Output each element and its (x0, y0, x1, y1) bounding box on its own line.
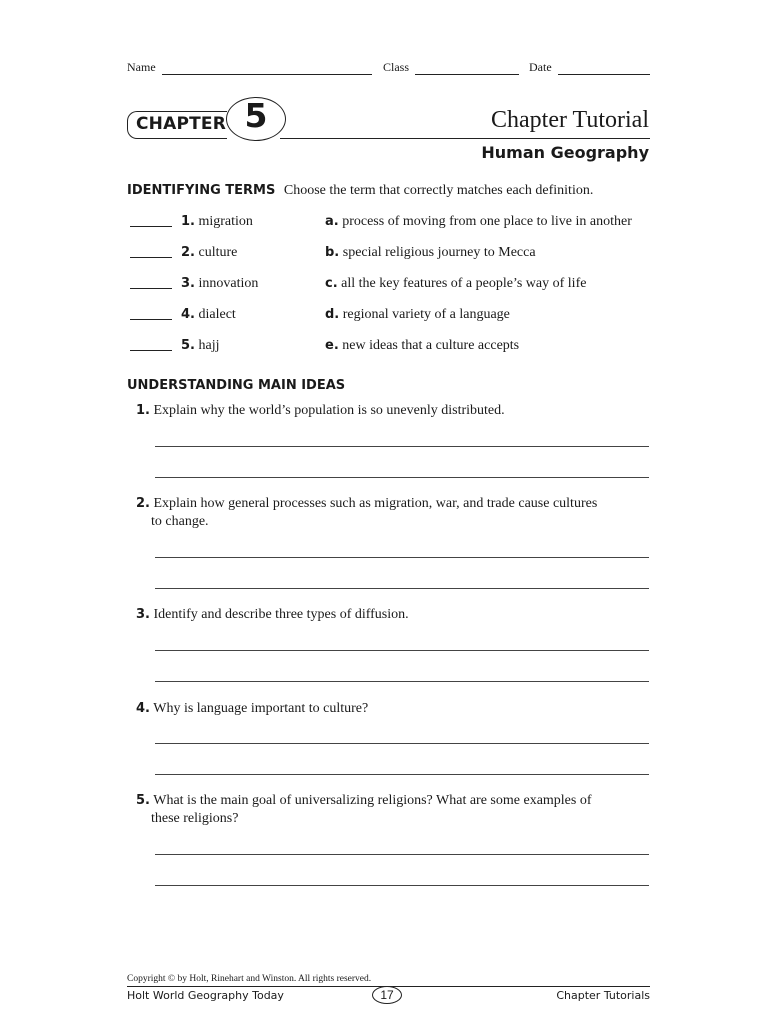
book-title: Holt World Geography Today (127, 989, 284, 1002)
term-text: culture (198, 245, 238, 260)
definition-letter: c. (325, 276, 338, 291)
question-text: Identify and describe three types of diffusion. (153, 607, 409, 622)
date-field[interactable] (529, 60, 650, 75)
term-row (130, 214, 660, 234)
page-subtitle: Human Geography (481, 143, 649, 162)
answer-line[interactable] (155, 446, 649, 447)
definition-text: special religious journey to Mecca (342, 245, 536, 260)
section-name: Chapter Tutorials (556, 989, 650, 1002)
term-answer-blank[interactable] (130, 288, 172, 289)
definition-item (325, 214, 632, 230)
question-text: Explain why the world’s population is so unevenly distributed. (153, 403, 505, 418)
question-5 (136, 792, 626, 828)
class-field[interactable] (383, 60, 519, 75)
page-title: Chapter Tutorial (490, 107, 649, 133)
identifying-terms-title: IDENTIFYING TERMS (127, 183, 276, 198)
definition-letter: a. (325, 214, 339, 229)
question-number: 5. (136, 793, 150, 808)
term-text: innovation (198, 276, 259, 291)
term-number: 5. (181, 338, 195, 353)
question-number: 1. (136, 403, 150, 418)
term-row (130, 338, 660, 358)
question-number: 4. (136, 701, 150, 716)
definition-text: all the key features of a people’s way of life (341, 276, 587, 291)
definition-letter: d. (325, 307, 340, 322)
question-3 (136, 606, 626, 624)
term-text: hajj (198, 338, 220, 353)
question-text-continued: to change. (151, 514, 209, 529)
definition-text: regional variety of a language (342, 307, 510, 322)
term-answer-blank[interactable] (130, 257, 172, 258)
term-item (181, 245, 237, 261)
question-2 (136, 495, 626, 531)
date-input-line[interactable] (558, 63, 650, 75)
term-number: 3. (181, 276, 195, 291)
identifying-terms-instructions: Choose the term that correctly matches each definition. (283, 183, 594, 198)
name-input-line[interactable] (162, 63, 372, 75)
chapter-label: CHAPTER (136, 114, 227, 134)
question-1 (136, 402, 626, 420)
definition-item (325, 307, 510, 323)
answer-line[interactable] (155, 681, 649, 682)
definition-letter: b. (325, 245, 340, 260)
main-ideas-heading: UNDERSTANDING MAIN IDEAS (127, 378, 346, 393)
question-text: Explain how general processes such as migration, war, and trade cause cultures (153, 496, 598, 511)
question-text: What is the main goal of universalizing religions? What are some examples of (153, 793, 592, 808)
term-item (181, 214, 253, 230)
definition-item (325, 338, 519, 354)
identifying-terms-heading (127, 183, 593, 199)
term-item (181, 276, 258, 292)
definition-text: process of moving from one place to live in another (342, 214, 632, 229)
definition-letter: e. (325, 338, 339, 353)
question-number: 3. (136, 607, 150, 622)
term-row (130, 276, 660, 296)
copyright-notice: Copyright © by Holt, Rinehart and Winston. All rights reserved. (127, 974, 372, 984)
answer-line[interactable] (155, 743, 649, 744)
chapter-rule (280, 138, 650, 139)
question-4 (136, 700, 626, 718)
name-field[interactable] (127, 60, 372, 75)
definition-item (325, 245, 536, 261)
term-answer-blank[interactable] (130, 226, 172, 227)
answer-line[interactable] (155, 588, 649, 589)
definition-text: new ideas that a culture accepts (342, 338, 520, 353)
term-answer-blank[interactable] (130, 350, 172, 351)
definition-item (325, 276, 586, 292)
answer-line[interactable] (155, 854, 649, 855)
term-row (130, 307, 660, 327)
term-number: 4. (181, 307, 195, 322)
answer-line[interactable] (155, 774, 649, 775)
class-input-line[interactable] (415, 63, 519, 75)
term-text: migration (198, 214, 253, 229)
question-text: Why is language important to culture? (153, 701, 369, 716)
term-number: 1. (181, 214, 195, 229)
chapter-number: 5 (244, 96, 268, 135)
answer-line[interactable] (155, 477, 649, 478)
question-text-continued: these religions? (151, 811, 239, 826)
term-item (181, 338, 219, 354)
answer-line[interactable] (155, 650, 649, 651)
term-answer-blank[interactable] (130, 319, 172, 320)
page-number: 17 (372, 986, 402, 1004)
answer-line[interactable] (155, 557, 649, 558)
name-label: Name (127, 60, 156, 74)
class-label: Class (383, 60, 410, 74)
answer-line[interactable] (155, 885, 649, 886)
term-number: 2. (181, 245, 195, 260)
term-text: dialect (198, 307, 236, 322)
date-label: Date (529, 60, 552, 74)
question-number: 2. (136, 496, 150, 511)
term-item (181, 307, 236, 323)
term-row (130, 245, 660, 265)
